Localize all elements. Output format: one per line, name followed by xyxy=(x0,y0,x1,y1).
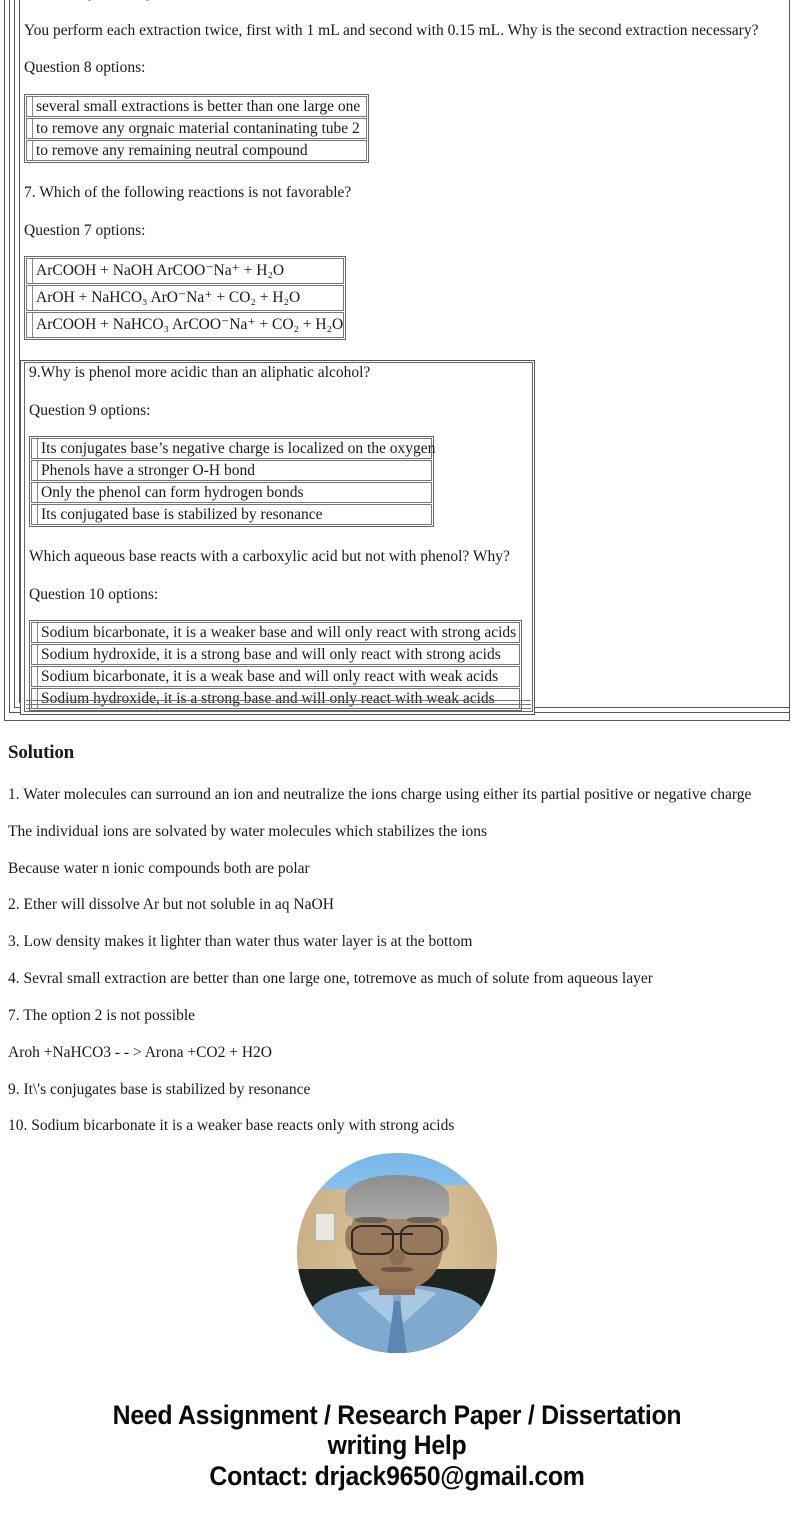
option-row[interactable] xyxy=(26,96,367,117)
footer-headline-line-2: writing Help xyxy=(327,1430,467,1460)
solution-line: 3. Low density makes it lighter than water thus water layer is at the bottom xyxy=(8,933,473,951)
option-row[interactable] xyxy=(26,118,367,139)
option-row[interactable] xyxy=(31,460,432,481)
question-10-prompt: Which aqueous base reacts with a carboxylic acid but not with phenol? Why? xyxy=(29,548,510,566)
footer-promo xyxy=(0,1400,794,1493)
solution-line: 4. Sevral small extraction are better than one large one, totremove as much of solute from aqueous layer xyxy=(8,970,653,988)
avatar xyxy=(297,1153,497,1353)
question-9-options-header: Question 9 options: xyxy=(29,401,151,419)
avatar-photo xyxy=(297,1153,497,1353)
option-label: Only the phenol can form hydrogen bonds xyxy=(41,484,304,502)
panel-bottom-rule xyxy=(26,708,531,709)
question-8-option-group xyxy=(24,94,369,163)
option-label: Sodium hydroxide, it is a strong base and will only react with strong acids xyxy=(41,646,501,664)
avatar-lens-right xyxy=(400,1225,443,1255)
option-row[interactable] xyxy=(26,140,367,161)
footer-headline-line-1: Need Assignment / Research Paper / Dissertation xyxy=(112,1400,682,1430)
question-7-option-group xyxy=(24,256,346,340)
avatar-glasses-bridge xyxy=(381,1233,413,1235)
panel-bottom-rule xyxy=(26,704,531,705)
question-7-prompt: 7. Which of the following reactions is not favorable? xyxy=(24,184,352,202)
option-label: ArCOOH + NaHCO₃ ArCOO⁻Na⁺ + CO₂ + H₂O xyxy=(36,316,344,334)
solution-line: 1. Water molecules can surround an ion and neutralize the ions charge using either its partial positive or negative charge xyxy=(8,786,752,803)
solution-line: 7. The option 2 is not possible xyxy=(8,1006,196,1024)
question-9-option-group xyxy=(29,436,434,527)
solution-line: 2. Ether will dissolve Ar but not soluble in aq NaOH xyxy=(8,896,334,914)
avatar-hair xyxy=(345,1175,449,1219)
option-row[interactable] xyxy=(31,644,520,665)
option-row[interactable] xyxy=(26,285,344,311)
option-row[interactable] xyxy=(31,438,436,459)
option-label: Sodium hydroxide, it is a strong base and will only react with weak acids xyxy=(41,690,495,708)
option-row[interactable] xyxy=(26,312,344,338)
option-row[interactable] xyxy=(31,688,520,709)
avatar-background-switch xyxy=(315,1213,335,1241)
avatar-nose xyxy=(389,1249,405,1265)
option-row[interactable] xyxy=(31,504,432,525)
question-8-prompt: You perform each extraction twice, first with 1 mL and second with 0.15 mL. Why is the second extraction necessary? xyxy=(24,21,759,39)
option-label: Its conjugated base is stabilized by resonance xyxy=(41,506,323,524)
option-label: Sodium bicarbonate, it is a weaker base and will only react with strong acids xyxy=(41,624,517,642)
option-label: ArOH + NaHCO₃ ArO⁻Na⁺ + CO₂ + H₂O xyxy=(36,289,301,307)
avatar-mouth xyxy=(381,1267,413,1272)
solution-section xyxy=(8,742,788,1154)
avatar-eyebrow-right xyxy=(407,1217,439,1223)
solution-line: Because water n ionic compounds both are polar xyxy=(8,859,310,877)
option-label: Phenols have a stronger O-H bond xyxy=(41,462,255,480)
question-8-options-header: Question 8 options: xyxy=(24,59,146,77)
option-label: ArCOOH + NaOH ArCOO⁻Na⁺ + H₂O xyxy=(36,262,285,280)
solution-line: 10. Sodium bicarbonate it is a weaker base reacts only with strong acids xyxy=(8,1117,455,1135)
option-label: Sodium bicarbonate, it is a weak base and will only react with weak acids xyxy=(41,668,499,686)
option-row[interactable] xyxy=(26,258,344,284)
footer-contact-line: Contact: drjack9650@gmail.com xyxy=(209,1461,585,1491)
question-9-content xyxy=(29,364,531,713)
question-9-prompt: 9.Why is phenol more acidic than an aliphatic alcohol? xyxy=(29,364,371,381)
solution-line: Aroh +NaHCO3 - - > Arona +CO2 + H2O xyxy=(8,1043,272,1061)
solution-line: The individual ions are solvated by water molecules which stabilizes the ions xyxy=(8,822,488,840)
avatar-lens-left xyxy=(351,1225,394,1255)
option-label: several small extractions is better than one large one xyxy=(36,97,361,115)
option-label: Its conjugates base’s negative charge is localized on the oxygen xyxy=(41,440,436,458)
solution-line: 9. It\'s conjugates base is stabilized by resonance xyxy=(8,1080,311,1098)
option-row[interactable] xyxy=(31,622,520,643)
avatar-eyebrow-left xyxy=(355,1217,387,1223)
option-label: to remove any remaining neutral compound xyxy=(36,141,308,159)
quiz-content xyxy=(24,0,764,343)
question-10-option-group xyxy=(29,620,522,711)
question-7-options-header: Question 7 options: xyxy=(24,221,146,239)
option-label: to remove any orgnaic material contaninating tube 2 xyxy=(36,119,360,137)
option-row[interactable] xyxy=(31,666,520,687)
question-10-options-header: Question 10 options: xyxy=(29,585,159,603)
glasses-icon xyxy=(351,1225,443,1251)
panel-bottom-rule xyxy=(26,700,531,701)
solution-heading: Solution xyxy=(8,742,74,763)
option-row[interactable] xyxy=(31,482,432,503)
